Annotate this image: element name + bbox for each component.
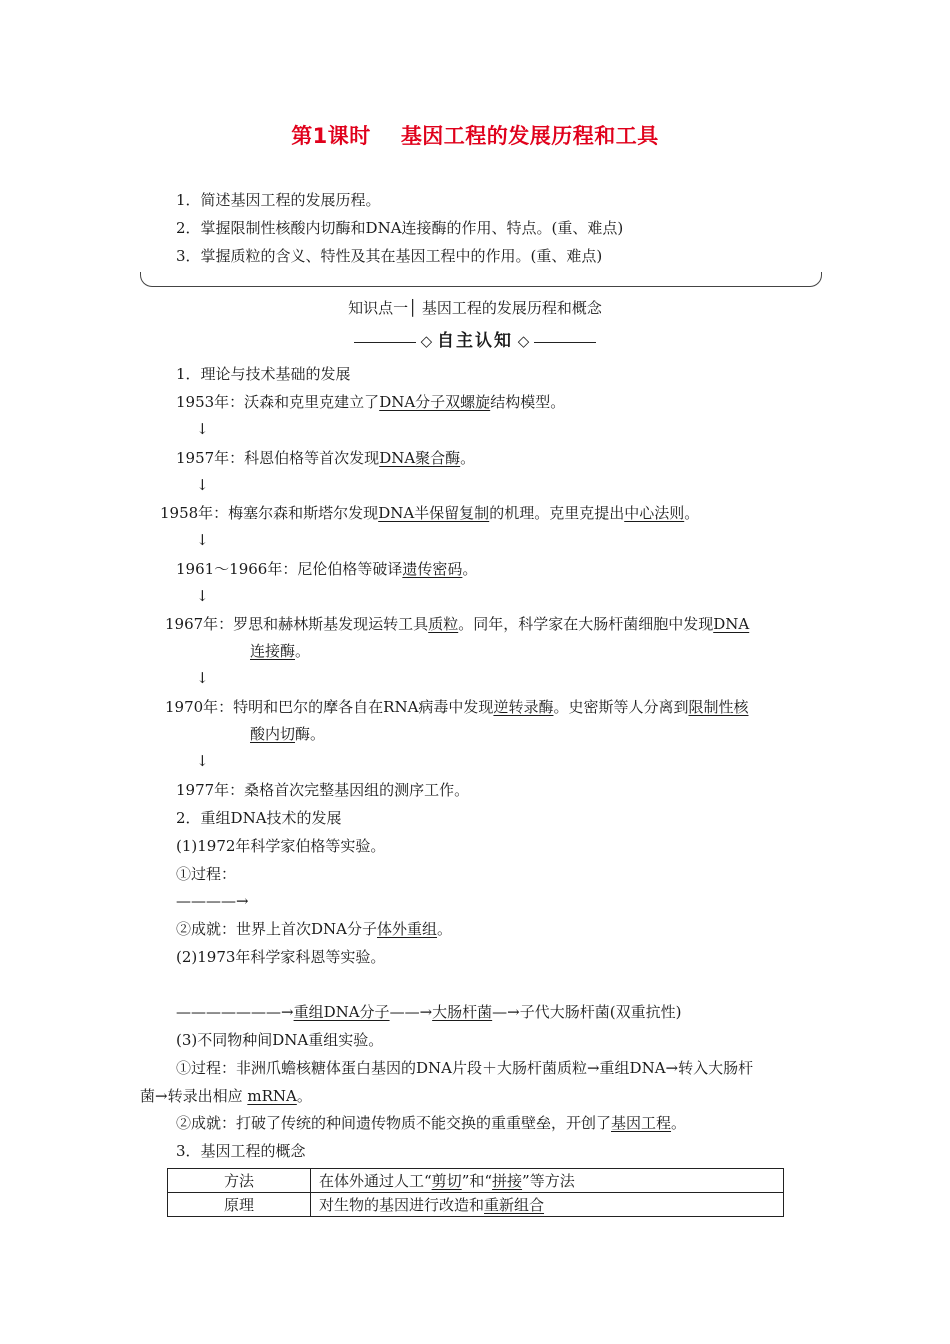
section2-heading: 2．重组DNA技术的发展 — [176, 809, 342, 827]
timeline-1970 — [165, 697, 748, 717]
timeline-1967-cont — [250, 641, 310, 661]
section3-heading: 3．基因工程的概念 — [176, 1142, 306, 1160]
timeline-1953 — [176, 392, 565, 412]
flow-text: —→子代大肠杆菌(双重抗性) — [492, 1003, 682, 1021]
down-arrow-icon: ↓ — [196, 587, 209, 605]
timeline-text: 。史密斯等人分离到 — [553, 698, 689, 716]
lesson-number: 第1课时 — [291, 124, 371, 148]
fill-answer: 重新组合 — [484, 1195, 545, 1214]
timeline-1958 — [160, 503, 699, 523]
fill-answer: DNA分子双螺旋 — [379, 393, 491, 411]
down-arrow-icon: ↓ — [196, 669, 209, 687]
cell-text: ”等方法 — [522, 1171, 575, 1190]
process-label: ①过程： — [176, 865, 237, 883]
cohen-flow — [176, 1002, 681, 1022]
timeline-text: 酶。 — [295, 725, 326, 743]
banner-rule-left — [354, 342, 416, 343]
table-value — [311, 1193, 784, 1217]
fill-answer: 质粒 — [428, 615, 459, 633]
objectives-brace — [140, 272, 822, 287]
fill-answer: 限制性核 — [688, 698, 749, 716]
timeline-1967 — [165, 614, 749, 634]
fill-answer: 剪切 — [431, 1171, 462, 1190]
timeline-text: 。 — [460, 449, 476, 467]
achievement-text: ②成就：世界上首次DNA分子 — [176, 920, 377, 938]
knowledge-point-heading: 知识点一│ 基因工程的发展历程和概念 — [348, 299, 602, 317]
timeline-text: 的机理。克里克提出 — [489, 504, 625, 522]
down-arrow-icon: ↓ — [196, 420, 209, 438]
table-row — [168, 1169, 784, 1193]
objective-2: 2．掌握限制性核酸内切酶和DNA连接酶的作用、特点。(重、难点) — [176, 219, 624, 237]
table-key: 原理 — [168, 1193, 311, 1217]
cell-text: ”和“ — [461, 1171, 493, 1190]
fill-answer: 中心法则 — [624, 504, 685, 522]
timeline-text: 1961～1966年：尼伦伯格等破译 — [176, 560, 403, 578]
lesson-title: 基因工程的发展历程和工具 — [400, 124, 659, 148]
process3-line2 — [140, 1086, 312, 1106]
section2-sub3: (3)不同物种间DNA重组实验。 — [176, 1031, 384, 1049]
fill-answer: 大肠杆菌 — [432, 1003, 493, 1021]
timeline-text: 结构模型。 — [490, 393, 566, 411]
timeline-text: 1970年：特明和巴尔的摩各自在RNA病毒中发现 — [165, 698, 494, 716]
timeline-1957 — [176, 448, 475, 468]
timeline-1977: 1977年：桑格首次完整基因组的测序工作。 — [176, 781, 470, 799]
diamond-icon: ◇ — [517, 332, 530, 350]
down-arrow-icon: ↓ — [196, 531, 209, 549]
achievement-3 — [176, 1113, 686, 1133]
achievement-text: 。 — [437, 920, 453, 938]
cell-text: 对生物的基因进行改造和 — [319, 1195, 485, 1214]
timeline-1970-cont — [250, 724, 325, 744]
process-text: 。 — [296, 1087, 312, 1105]
process-text: 菌→转录出相应 — [140, 1087, 248, 1105]
down-arrow-icon: ↓ — [196, 476, 209, 494]
achievement-1 — [176, 919, 452, 939]
timeline-text: 1953年：沃森和克里克建立了 — [176, 393, 380, 411]
achievement-text: ②成就：打破了传统的种间遗传物质不能交换的重重壁垒，开创了 — [176, 1114, 612, 1132]
process3-line1: ①过程：非洲爪蟾核糖体蛋白基因的DNA片段＋大肠杆菌质粒→重组DNA→转入大肠杆 — [176, 1059, 754, 1077]
fill-answer: 基因工程 — [611, 1114, 672, 1132]
timeline-text: 1958年：梅塞尔森和斯塔尔发现 — [160, 504, 379, 522]
section2-sub1: (1)1972年科学家伯格等实验。 — [176, 837, 386, 855]
cell-text: 在体外通过人工“ — [319, 1171, 432, 1190]
timeline-text: 。同年，科学家在大肠杆菌细胞中发现 — [458, 615, 714, 633]
banner-rule-right — [534, 342, 596, 343]
table-row — [168, 1193, 784, 1217]
flow-text: ———————→ — [176, 1003, 294, 1021]
timeline-text: 1967年：罗思和赫林斯基发现运转工具 — [165, 615, 429, 633]
fill-answer: DNA — [713, 615, 750, 633]
down-arrow-icon: ↓ — [196, 752, 209, 770]
section2-sub2: (2)1973年科学家科恩等实验。 — [176, 948, 386, 966]
objective-3: 3．掌握质粒的含义、特性及其在基因工程中的作用。(重、难点) — [176, 247, 603, 265]
timeline-text: 。 — [462, 560, 478, 578]
fill-answer: DNA聚合酶 — [379, 449, 461, 467]
fill-answer: 体外重组 — [377, 920, 438, 938]
fill-answer: 连接酶 — [250, 642, 296, 660]
fill-answer: 遗传密码 — [402, 560, 463, 578]
fill-answer: 拼接 — [492, 1171, 523, 1190]
objective-1: 1．简述基因工程的发展历程。 — [176, 191, 381, 209]
page-title — [0, 122, 950, 150]
fill-answer: mRNA — [247, 1087, 297, 1105]
timeline-1961 — [176, 559, 477, 579]
achievement-text: 。 — [671, 1114, 687, 1132]
timeline-text: 。 — [684, 504, 700, 522]
timeline-text: 1957年：科恩伯格等首次发现 — [176, 449, 380, 467]
table-value — [311, 1169, 784, 1193]
diamond-icon: ◇ — [420, 332, 433, 350]
flow-text: ——→ — [389, 1003, 433, 1021]
section1-heading: 1．理论与技术基础的发展 — [176, 365, 351, 383]
concept-table — [167, 1168, 784, 1217]
process-flow-blank: ————→ — [176, 892, 249, 910]
fill-answer: 酸内切 — [250, 725, 296, 743]
self-study-label: 自主认知 — [437, 331, 513, 351]
timeline-text: 。 — [295, 642, 311, 660]
self-study-banner — [0, 330, 950, 352]
table-key: 方法 — [168, 1169, 311, 1193]
fill-answer: 逆转录酶 — [493, 698, 554, 716]
fill-answer: DNA半保留复制 — [378, 504, 490, 522]
fill-answer: 重组DNA分子 — [293, 1003, 390, 1021]
